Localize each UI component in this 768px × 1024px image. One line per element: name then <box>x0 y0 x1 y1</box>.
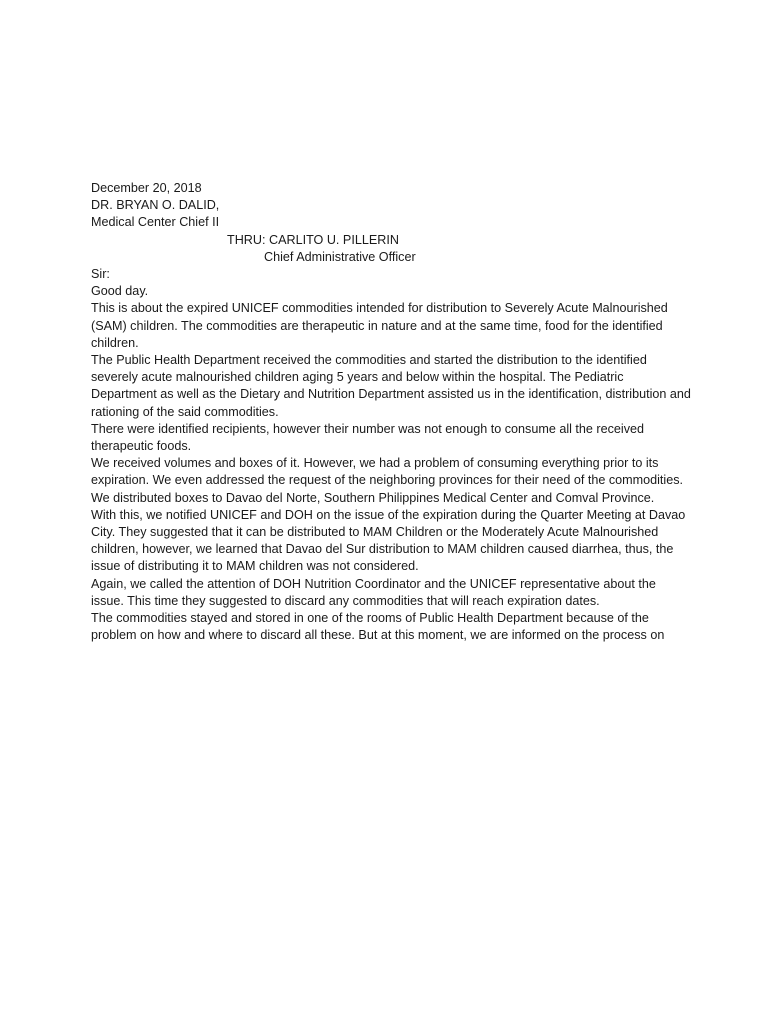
greeting: Good day. <box>91 284 149 299</box>
addressee-title: Medical Center Chief II <box>91 215 220 230</box>
thru-line: THRU: CARLITO U. PILLERIN <box>227 232 399 247</box>
paragraph: We received volumes and boxes of it. However, we had a problem of consuming everything prior to its expiration. We even addressed the request of the neighboring provinces for their need of the commodities. We distributed boxes to Davao del Norte, Southern Philippines Medical Center and Comval Province. <box>91 456 684 505</box>
thru-title: Chief Administrative Officer <box>264 249 416 264</box>
paragraph: The commodities stayed and stored in one of the rooms of Public Health Department because of the problem on how and where to discard all these. But at this moment, we are informed on the process on <box>91 611 665 643</box>
paragraph: Again, we called the attention of DOH Nutrition Coordinator and the UNICEF representative about the issue. This time they suggested to discard any commodities that will reach expiration dates. <box>91 576 656 608</box>
paragraph: There were identified recipients, however their number was not enough to consume all the received therapeutic foods. <box>91 421 645 454</box>
paragraph: This is about the expired UNICEF commodities intended for distribution to Severely Acute Malnourished (SAM) children. The commodities are therapeutic in nature and at the same time, food for the identified children. <box>91 301 668 350</box>
letter-date: December 20, 2018 <box>91 181 202 195</box>
paragraph: With this, we notified UNICEF and DOH on the issue of the expiration during the Quarter Meeting at Davao City. They suggested that it can be distributed to MAM Children or the Moderately Acute Malnourished children, however, we learned that Davao del Sur distribution to MAM children caused diarrhea, thus, the issue of distributing it to MAM children was not considered. <box>91 507 686 574</box>
addressee-name: DR. BRYAN O. DALID, <box>91 198 220 213</box>
letter-body <box>91 180 691 644</box>
salutation: Sir: <box>91 267 110 282</box>
paragraph: The Public Health Department received the commodities and started the distribution to the identified severely acute malnourished children aging 5 years and below within the hospital. The Pediatric Department as well as the Dietary and Nutrition Department assisted us in the identification, distribution and rationing of the said commodities. <box>91 353 691 419</box>
